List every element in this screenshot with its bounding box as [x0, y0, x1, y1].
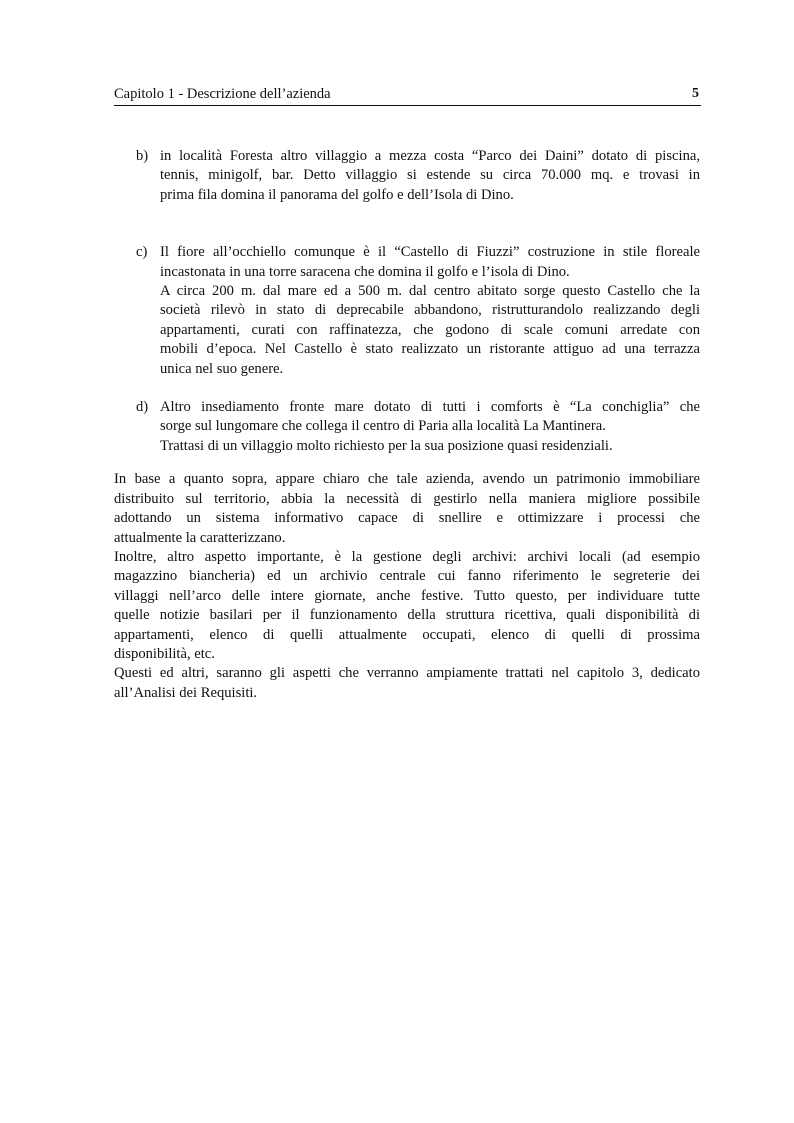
text-line: adottando un sistema informativo capace di snellire e ottimizzare i processi che — [114, 510, 700, 527]
text-line: Questi ed altri, saranno gli aspetti che verranno ampiamente trattati nel capitolo 3, dedicato — [114, 665, 700, 682]
list-marker: b) — [136, 148, 149, 164]
text-line: quelle notizie basilari per il funzionamento della struttura ricettiva, quali disponibilità di — [114, 607, 700, 624]
page-number: 5 — [692, 86, 699, 101]
text-line: tennis, minigolf, bar. Detto villaggio si estende su circa 70.000 mq. e trovasi in — [160, 167, 700, 184]
text-line: all’Analisi dei Requisiti. — [114, 684, 258, 701]
list-item-c — [114, 243, 700, 379]
text-line: In base a quanto sopra, appare chiaro che tale azienda, avendo un patrimonio immobiliare — [114, 471, 700, 488]
list-item-text — [160, 398, 700, 456]
text-line: disponibilità, etc. — [114, 645, 215, 662]
text-line: distribuito sul territorio, abbia la necessità di gestirlo nella maniera migliore possibile — [114, 490, 700, 507]
text-line: Altro insediamento fronte mare dotato di tutti i comforts è “La conchiglia” che — [160, 399, 700, 416]
text-line: prima fila domina il panorama del golfo e dell’Isola di Dino. — [160, 186, 514, 203]
list-item-text — [160, 243, 700, 379]
page-header — [114, 85, 701, 106]
text-line: Trattasi di un villaggio molto richiesto per la sua posizione quasi residenziali. — [160, 437, 613, 454]
chapter-title: Capitolo 1 - Descrizione dell’azienda — [114, 86, 331, 102]
list-marker: d) — [136, 399, 149, 416]
text-line: sorge sul lungomare che collega il centro di Paria alla località La Mantinera. — [160, 418, 606, 435]
text-line: unica nel suo genere. — [160, 360, 284, 377]
page-body — [114, 147, 700, 703]
text-line: attualmente la caratterizzano. — [114, 529, 286, 546]
paragraph — [114, 548, 700, 664]
text-line: appartamenti, elenco di quelli attualmente occupati, elenco di quelli di prossima — [114, 626, 700, 643]
text-line: incastonata in una torre saracena che domina il golfo e l’isola di Dino. — [160, 263, 570, 280]
text-line: società rilevò in stato di deprecabile abbandono, ristrutturandolo realizzando degli — [160, 302, 700, 319]
list-item-text — [160, 147, 700, 205]
paragraph — [114, 470, 700, 548]
list-item-b — [114, 147, 700, 205]
text-line: Inoltre, altro aspetto importante, è la gestione degli archivi: archivi locali (ad esempio — [114, 548, 700, 565]
paragraph — [114, 664, 700, 703]
list-item-d — [114, 398, 700, 456]
list-marker: c) — [136, 244, 148, 261]
text-line: in località Foresta altro villaggio a mezza costa “Parco dei Daini” dotato di piscina, — [160, 148, 700, 164]
text-line: mobili d’epoca. Nel Castello è stato realizzato un ristorante attiguo ad una terrazza — [160, 341, 700, 358]
text-line: appartamenti, curati con raffinatezza, che godono di scale comuni arredate con — [160, 321, 700, 338]
text-line: Il fiore all’occhiello comunque è il “Castello di Fiuzzi” costruzione in stile floreale — [160, 244, 700, 261]
text-line: magazzino biancheria) ed un archivio centrale cui fanno riferimento le segreterie dei — [114, 568, 700, 585]
text-line: A circa 200 m. dal mare ed a 500 m. dal centro abitato sorge questo Castello che la — [160, 283, 700, 300]
text-line: villaggi nell’arco delle intere giornate, anche festive. Tutto questo, per individuare tutte — [114, 587, 700, 604]
